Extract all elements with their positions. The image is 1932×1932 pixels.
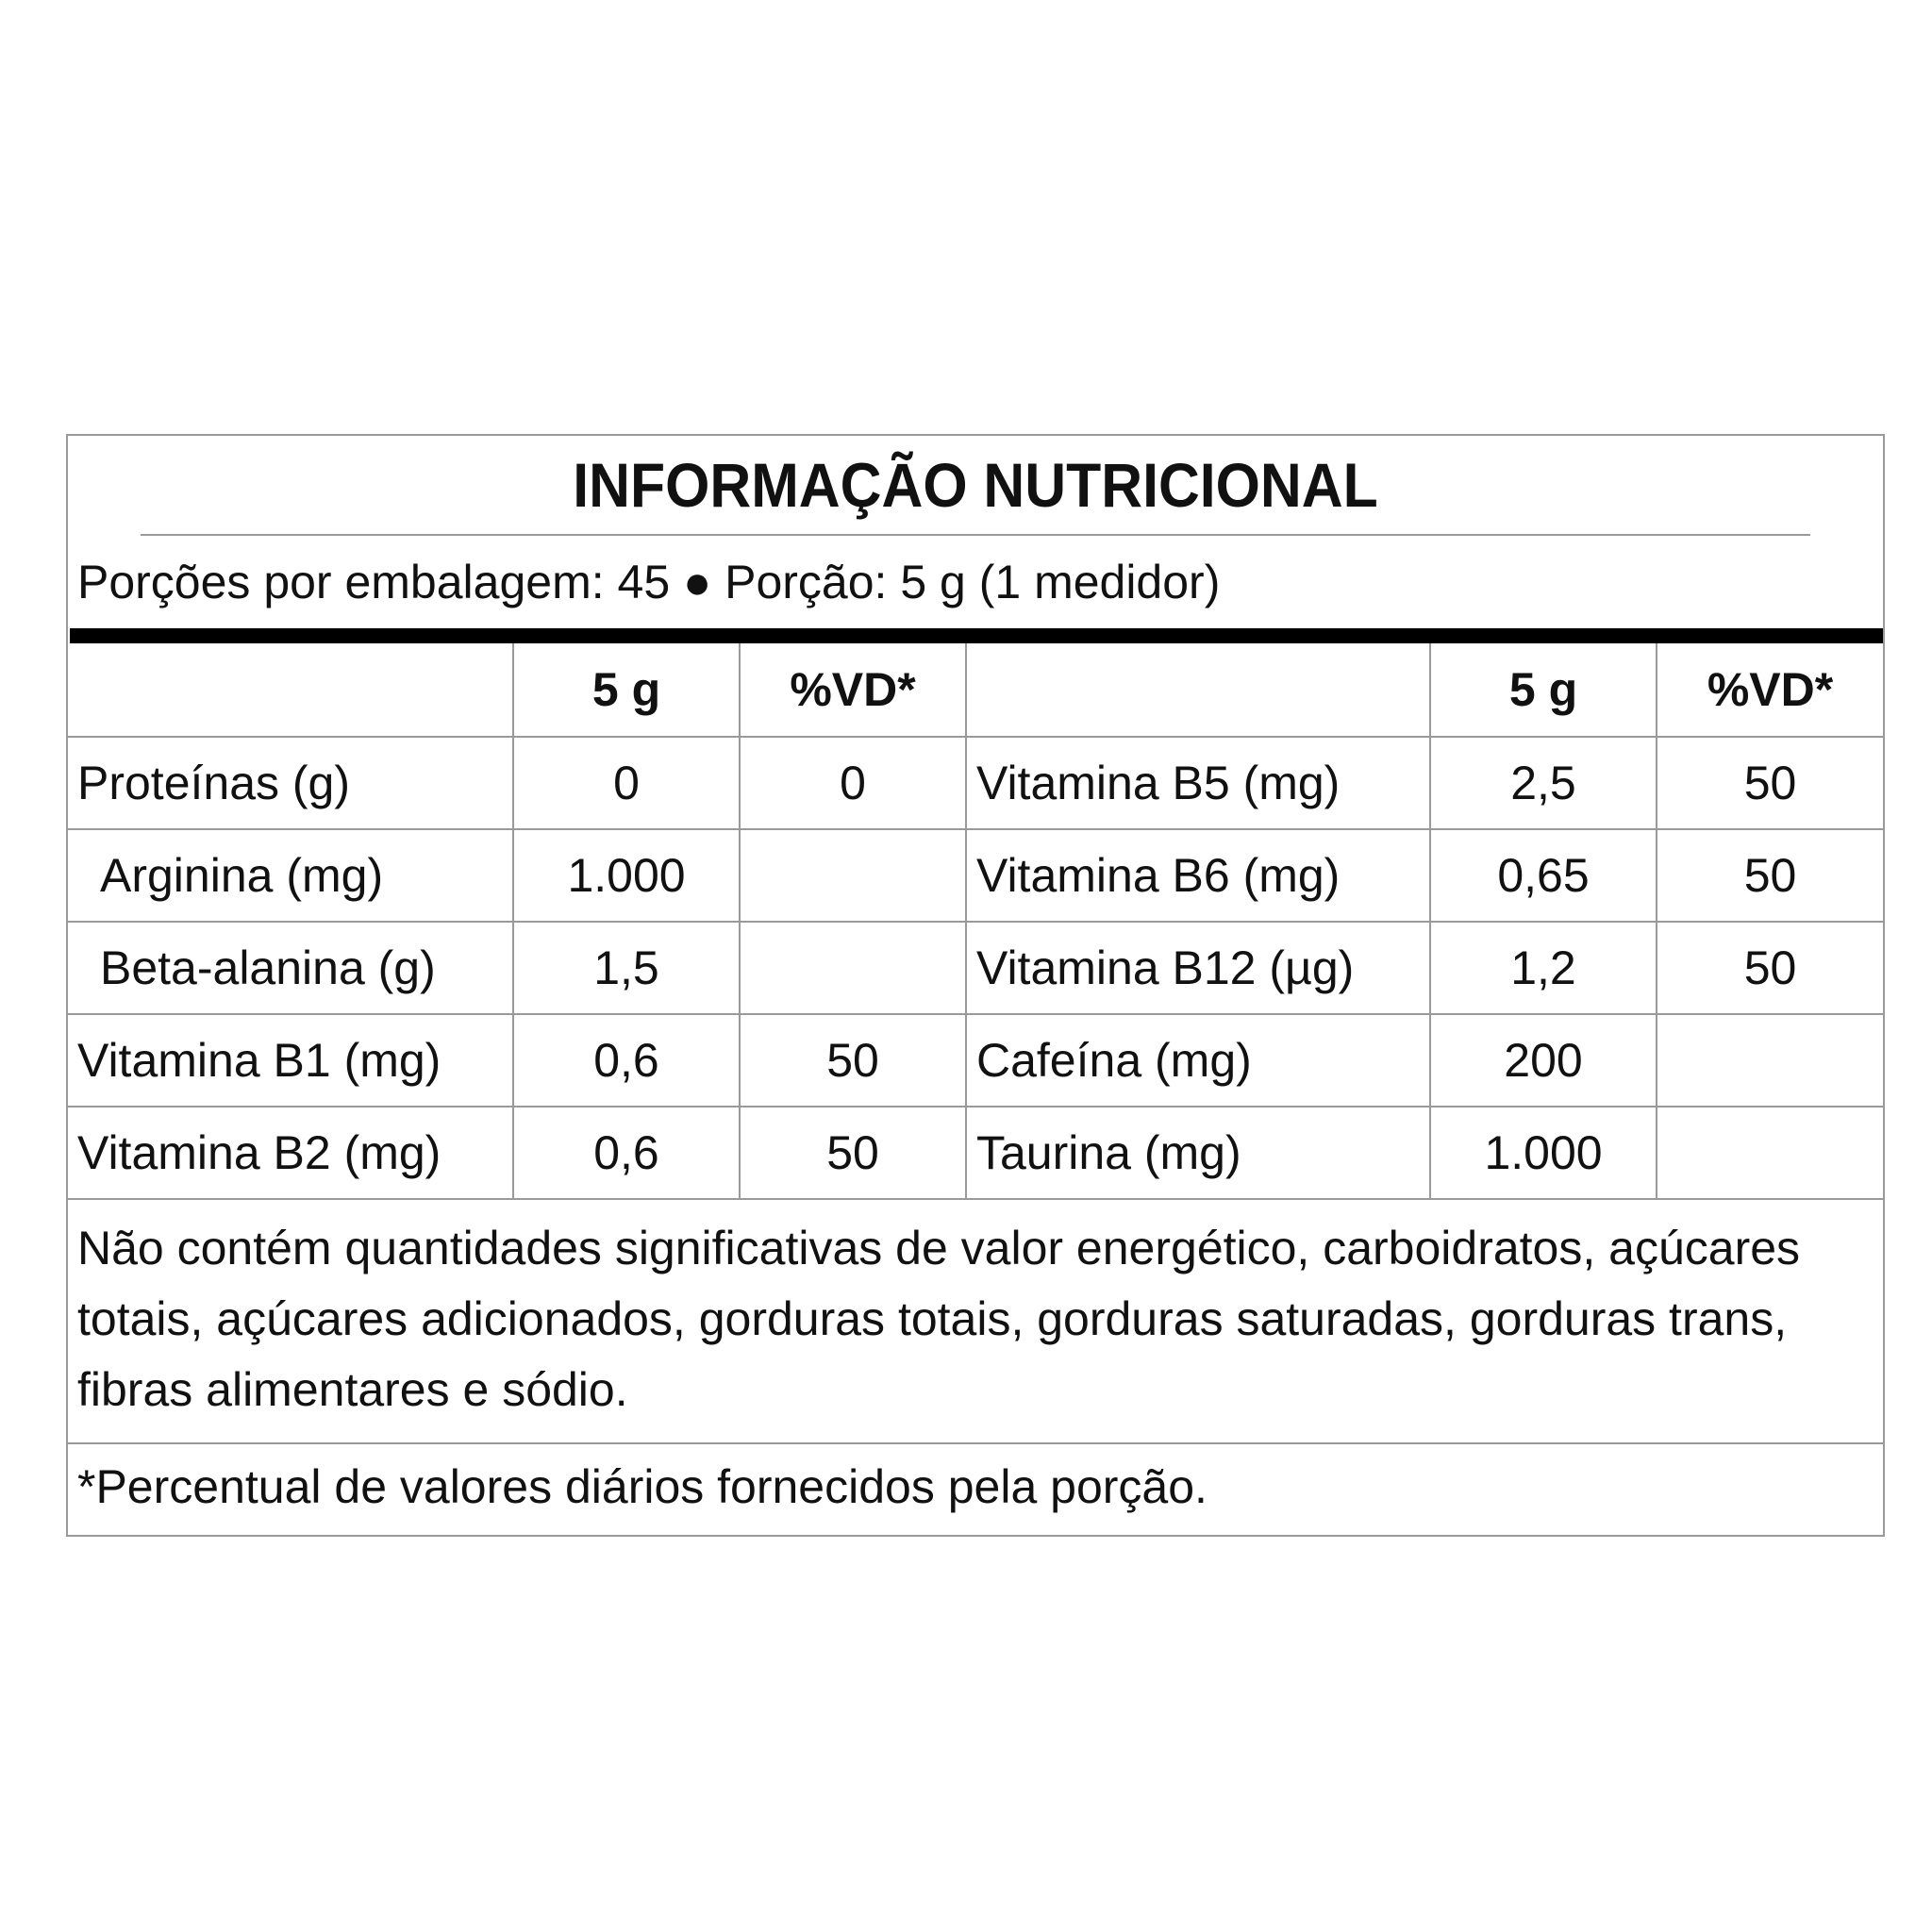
nutrient-dv bbox=[1657, 1107, 1883, 1199]
nutrient-amount: 2,5 bbox=[1430, 737, 1657, 829]
nutrient-dv: 50 bbox=[1657, 737, 1883, 829]
nutrient-amount: 1,5 bbox=[513, 922, 740, 1014]
header-dv-right: %VD* bbox=[1657, 643, 1883, 737]
nutrient-amount: 1,2 bbox=[1430, 922, 1657, 1014]
nutrient-name: Taurina (mg) bbox=[966, 1107, 1430, 1199]
nutrient-note: Não contém quantidades significativas de valor energético, carboidratos, açúcares totais, açúcares adicionados, gorduras totais, gorduras saturadas, gorduras trans, fibras alimentares e sódio. bbox=[68, 1200, 1883, 1444]
nutrient-dv: 0 bbox=[740, 737, 966, 829]
header-amount-left: 5 g bbox=[513, 643, 740, 737]
header-empty-right bbox=[966, 643, 1430, 737]
nutrient-name: Cafeína (mg) bbox=[966, 1014, 1430, 1107]
table-row bbox=[68, 829, 1883, 922]
nutrient-dv bbox=[740, 922, 966, 1014]
table-row bbox=[68, 1014, 1883, 1107]
dv-footnote: *Percentual de valores diários fornecidos pela porção. bbox=[77, 1460, 1208, 1513]
serving-info: Porções por embalagem: 45 ● Porção: 5 g (1 medidor) bbox=[77, 556, 1221, 608]
nutrient-amount: 1.000 bbox=[1430, 1107, 1657, 1199]
table-row bbox=[68, 922, 1883, 1014]
nutrition-facts-panel bbox=[66, 434, 1885, 1537]
header-amount-right: 5 g bbox=[1430, 643, 1657, 737]
nutrient-amount: 0 bbox=[513, 737, 740, 829]
nutrient-amount: 1.000 bbox=[513, 829, 740, 922]
nutrient-name: Vitamina B2 (mg) bbox=[68, 1107, 513, 1199]
nutrient-table bbox=[68, 643, 1883, 1200]
table-row bbox=[68, 1107, 1883, 1199]
nutrient-dv: 50 bbox=[1657, 829, 1883, 922]
nutrient-dv bbox=[740, 829, 966, 922]
nutrient-dv: 50 bbox=[1657, 922, 1883, 1014]
nutrient-name: Proteínas (g) bbox=[68, 737, 513, 829]
nutrient-amount: 0,6 bbox=[513, 1014, 740, 1107]
header-dv-left: %VD* bbox=[740, 643, 966, 737]
nutrient-name: Beta-alanina (g) bbox=[68, 922, 513, 1014]
nutrient-name: Vitamina B6 (mg) bbox=[966, 829, 1430, 922]
nutrient-amount: 0,65 bbox=[1430, 829, 1657, 922]
nutrient-name: Vitamina B12 (µg) bbox=[966, 922, 1430, 1014]
table-row bbox=[68, 737, 1883, 829]
nutrient-dv: 50 bbox=[740, 1014, 966, 1107]
panel-title: INFORMAÇÃO NUTRICIONAL bbox=[141, 436, 1810, 536]
nutrient-dv bbox=[1657, 1014, 1883, 1107]
thick-divider bbox=[70, 628, 1883, 643]
header-empty-left bbox=[68, 643, 513, 737]
nutrient-name: Vitamina B5 (mg) bbox=[966, 737, 1430, 829]
nutrient-name: Vitamina B1 (mg) bbox=[68, 1014, 513, 1107]
nutrient-name: Arginina (mg) bbox=[68, 829, 513, 922]
table-header-row bbox=[68, 643, 1883, 737]
nutrient-amount: 0,6 bbox=[513, 1107, 740, 1199]
nutrient-amount: 200 bbox=[1430, 1014, 1657, 1107]
nutrient-dv: 50 bbox=[740, 1107, 966, 1199]
